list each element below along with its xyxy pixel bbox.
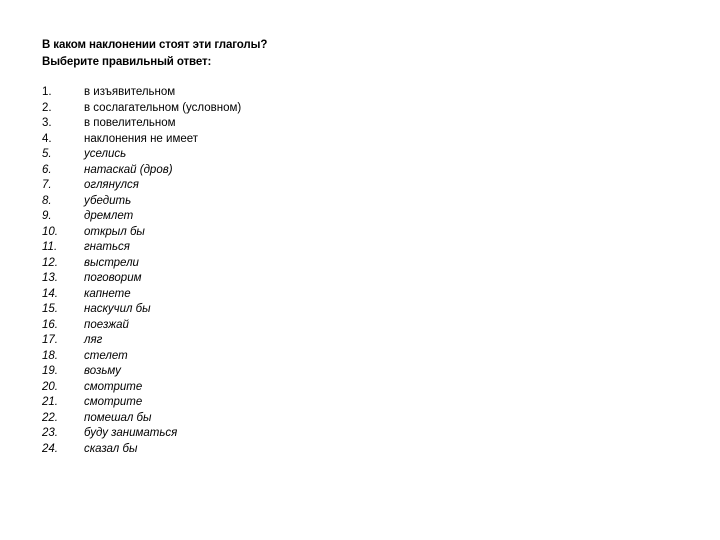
verb-item: [42, 302, 151, 318]
item-number: 11.: [42, 241, 58, 253]
verb-text: открыл бы: [84, 225, 145, 238]
item-number: 14.: [42, 287, 58, 300]
verb-text: оглянулся: [84, 179, 139, 191]
verb-item: [42, 364, 121, 380]
verb-text: убедить: [84, 194, 132, 207]
option-text: в повелительном: [84, 117, 176, 129]
item-number: 1.: [42, 86, 52, 98]
item-number: 21.: [42, 396, 58, 408]
verb-text: наскучил бы: [84, 303, 151, 315]
item-number: 3.: [42, 117, 52, 129]
verb-item: [42, 178, 139, 194]
item-number: 22.: [42, 411, 58, 424]
verb-text: помешал бы: [84, 411, 152, 424]
verb-item: [42, 380, 143, 396]
item-number: 19.: [42, 365, 58, 377]
verb-text: капнете: [84, 287, 131, 300]
item-number: 10.: [42, 225, 58, 238]
verb-text: ляг: [84, 334, 103, 346]
item-number: 24.: [42, 442, 58, 455]
item-number: 23.: [42, 427, 58, 439]
verb-item: [42, 147, 127, 163]
verb-item: [42, 209, 134, 225]
item-number: 6.: [42, 163, 52, 176]
verb-text: поговорим: [84, 272, 142, 284]
verb-item: [42, 240, 130, 256]
verb-text: выстрели: [84, 256, 139, 269]
option-item: [42, 132, 199, 148]
option-item: [42, 101, 242, 117]
verb-item: [42, 442, 138, 458]
item-number: 15.: [42, 303, 58, 315]
question-line-2: Выберите правильный ответ:: [42, 56, 212, 68]
verb-item: [42, 287, 131, 303]
verb-item: [42, 395, 143, 411]
verb-text: гнаться: [84, 241, 130, 253]
verb-text: буду заниматься: [84, 427, 178, 439]
item-number: 8.: [42, 194, 52, 207]
item-number: 16.: [42, 318, 58, 331]
verb-text: дремлет: [84, 210, 134, 222]
verb-text: сказал бы: [84, 442, 138, 455]
option-text: наклонения не имеет: [84, 132, 199, 145]
verb-item: [42, 163, 173, 179]
verb-item: [42, 194, 132, 210]
item-number: 5.: [42, 148, 52, 160]
item-number: 12.: [42, 256, 58, 269]
verb-item: [42, 225, 145, 241]
verb-text: уселись: [84, 148, 127, 160]
verb-text: смотрите: [84, 396, 143, 408]
verb-item: [42, 333, 103, 349]
item-number: 18.: [42, 349, 58, 362]
option-text: в сослагательном (условном): [84, 101, 242, 114]
verb-text: стелет: [84, 349, 128, 362]
verb-text: натаскай (дров): [84, 163, 173, 176]
verb-text: смотрите: [84, 380, 143, 393]
item-number: 13.: [42, 272, 58, 284]
item-number: 17.: [42, 334, 58, 346]
verb-item: [42, 318, 129, 334]
verb-item: [42, 349, 128, 365]
item-number: 20.: [42, 380, 58, 393]
verb-item: [42, 411, 152, 427]
option-item: [42, 85, 176, 101]
item-number: 9.: [42, 210, 52, 222]
option-text: в изъявительном: [84, 86, 176, 98]
verb-item: [42, 256, 139, 272]
question: [42, 37, 267, 71]
verb-text: поезжай: [84, 318, 129, 331]
item-number: 4.: [42, 132, 52, 145]
option-item: [42, 116, 176, 132]
verb-text: возьму: [84, 365, 121, 377]
numbered-list: [42, 85, 242, 457]
verb-item: [42, 426, 178, 442]
verb-item: [42, 271, 142, 287]
question-line-1: В каком наклонении стоят эти глаголы?: [42, 39, 268, 51]
item-number: 2.: [42, 101, 52, 114]
item-number: 7.: [42, 179, 52, 191]
